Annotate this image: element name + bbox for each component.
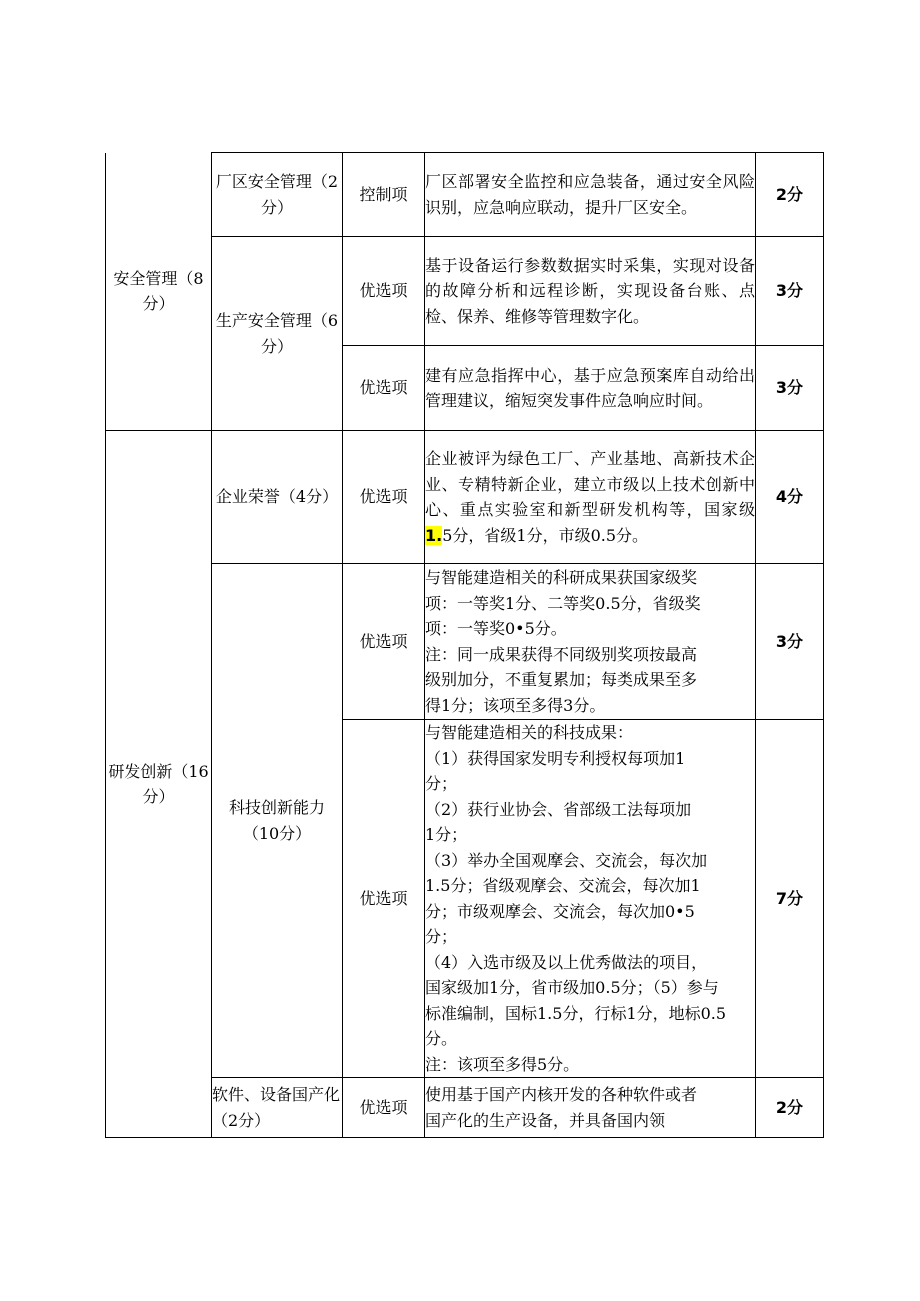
description-line: 与智能建造相关的科技成果： (425, 723, 634, 742)
description-line: 分； (425, 774, 458, 793)
table-row (106, 431, 824, 564)
subcategory-cell: 生产安全管理（6分） (212, 237, 343, 431)
item-type-cell: 控制项 (343, 153, 425, 237)
description-line: （3）举办全国观摩会、交流会，每次加 (425, 850, 708, 870)
table-row (106, 153, 824, 237)
description-line: 注：同一成果获得不同级别奖项按最高 (425, 644, 698, 664)
item-type-cell: 优选项 (343, 237, 425, 346)
description-line: 级别加分，不重复累加；每类成果至多 (425, 670, 698, 689)
points-cell: 3分 (756, 564, 824, 720)
points-cell: 3分 (756, 346, 824, 431)
table-row (106, 564, 824, 720)
description-line: 项：一等奖0•5分。 (425, 619, 567, 638)
points-cell: 7分 (756, 720, 824, 1078)
description-line: 注：该项至多得5分。 (425, 1054, 580, 1074)
description-cell (425, 564, 756, 720)
description-cell: 基于设备运行参数数据实时采集，实现对设备的故障分析和远程诊断，实现设备台账、点检、保养、维修等管理数字化。 (425, 237, 756, 346)
description-line: 得1分；该项至多得3分。 (425, 695, 606, 715)
subcategory-cell: 企业荣誉（4分） (212, 431, 343, 564)
table-row (106, 237, 824, 346)
description-line: 分。 (425, 1029, 458, 1048)
item-type-cell: 优选项 (343, 346, 425, 431)
subcategory-cell: 科技创新能力（10分） (212, 564, 343, 1078)
scoring-table (105, 152, 824, 1138)
description-line: 使用基于国产内核开发的各种软件或者 (425, 1085, 698, 1104)
description-cell (425, 431, 756, 564)
points-cell: 2分 (756, 153, 824, 237)
description-line: 分； (425, 927, 458, 946)
table-row (106, 1078, 824, 1138)
description-line: 国家级加1分，省市级加0.5分；（5）参与 (425, 978, 719, 997)
item-type-cell: 优选项 (343, 431, 425, 564)
item-type-cell: 优选项 (343, 1078, 425, 1138)
description-text: 企业被评为绿色工厂、产业基地、高新技术企业、专精特新企业，建立市级以上技术创新中心、重点实验室和新型研发机构等，国家级 (425, 449, 755, 519)
description-cell (425, 720, 756, 1078)
description-line: 标准编制，国标1.5分，行标1分，地标0.5 (425, 1003, 727, 1023)
description-text: 5分，省级1分，市级0.5分。 (442, 525, 649, 545)
description-line: 与智能建造相关的科研成果获国家级奖 (425, 568, 698, 587)
description-cell: 建有应急指挥中心，基于应急预案库自动给出管理建议，缩短突发事件应急响应时间。 (425, 346, 756, 431)
category-cell: 研发创新（16分） (106, 431, 212, 1138)
category-cell: 安全管理（8分） (106, 153, 212, 431)
description-line: （2）获行业协会、省部级工法每项加 (425, 799, 692, 819)
description-line: 项：一等奖1分、二等奖0.5分，省级奖 (425, 593, 701, 613)
points-cell: 2分 (756, 1078, 824, 1138)
description-line: 1.5分；省级观摩会、交流会，每次加1 (425, 876, 701, 895)
description-line: （4）入选市级及以上优秀做法的项目， (425, 952, 708, 972)
description-line: 国产化的生产设备，并具备国内领 (425, 1110, 666, 1130)
item-type-cell: 优选项 (343, 720, 425, 1078)
description-cell (425, 1078, 756, 1138)
points-cell: 3分 (756, 237, 824, 346)
points-cell: 4分 (756, 431, 824, 564)
description-line: 分；市级观摩会、交流会，每次加0•5 (425, 901, 695, 921)
subcategory-cell: 软件、设备国产化（2分） (212, 1078, 343, 1138)
subcategory-cell: 厂区安全管理（2分） (212, 153, 343, 237)
description-line: （1）获得国家发明专利授权每项加1 (425, 748, 686, 768)
description-line: 1分； (425, 825, 468, 844)
highlighted-number: 1. (425, 525, 443, 545)
description-cell: 厂区部署安全监控和应急装备，通过安全风险识别，应急响应联动，提升厂区安全。 (425, 153, 756, 237)
item-type-cell: 优选项 (343, 564, 425, 720)
